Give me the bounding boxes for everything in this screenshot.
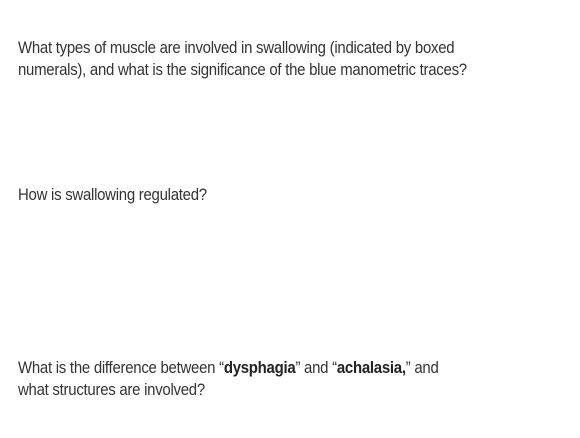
question-text-segment: ” and [405, 358, 439, 377]
question-swallowing-regulation [18, 184, 493, 206]
question-text-segment: ” and “ [295, 358, 337, 377]
term-achalasia: achalasia, [336, 358, 406, 377]
question-text-line: How is swallowing regulated? [18, 185, 207, 204]
question-text-line: numerals), and what is the significance of the blue manometric traces? [18, 60, 467, 79]
question-text-segment: What is the difference between “ [18, 358, 224, 377]
question-text-line: what structures are involved? [18, 380, 205, 399]
term-dysphagia: dysphagia [223, 358, 296, 377]
question-text-line: What types of muscle are involved in swallowing (indicated by boxed [18, 38, 455, 57]
question-dysphagia-achalasia [18, 357, 546, 401]
question-muscle-types [18, 37, 546, 81]
